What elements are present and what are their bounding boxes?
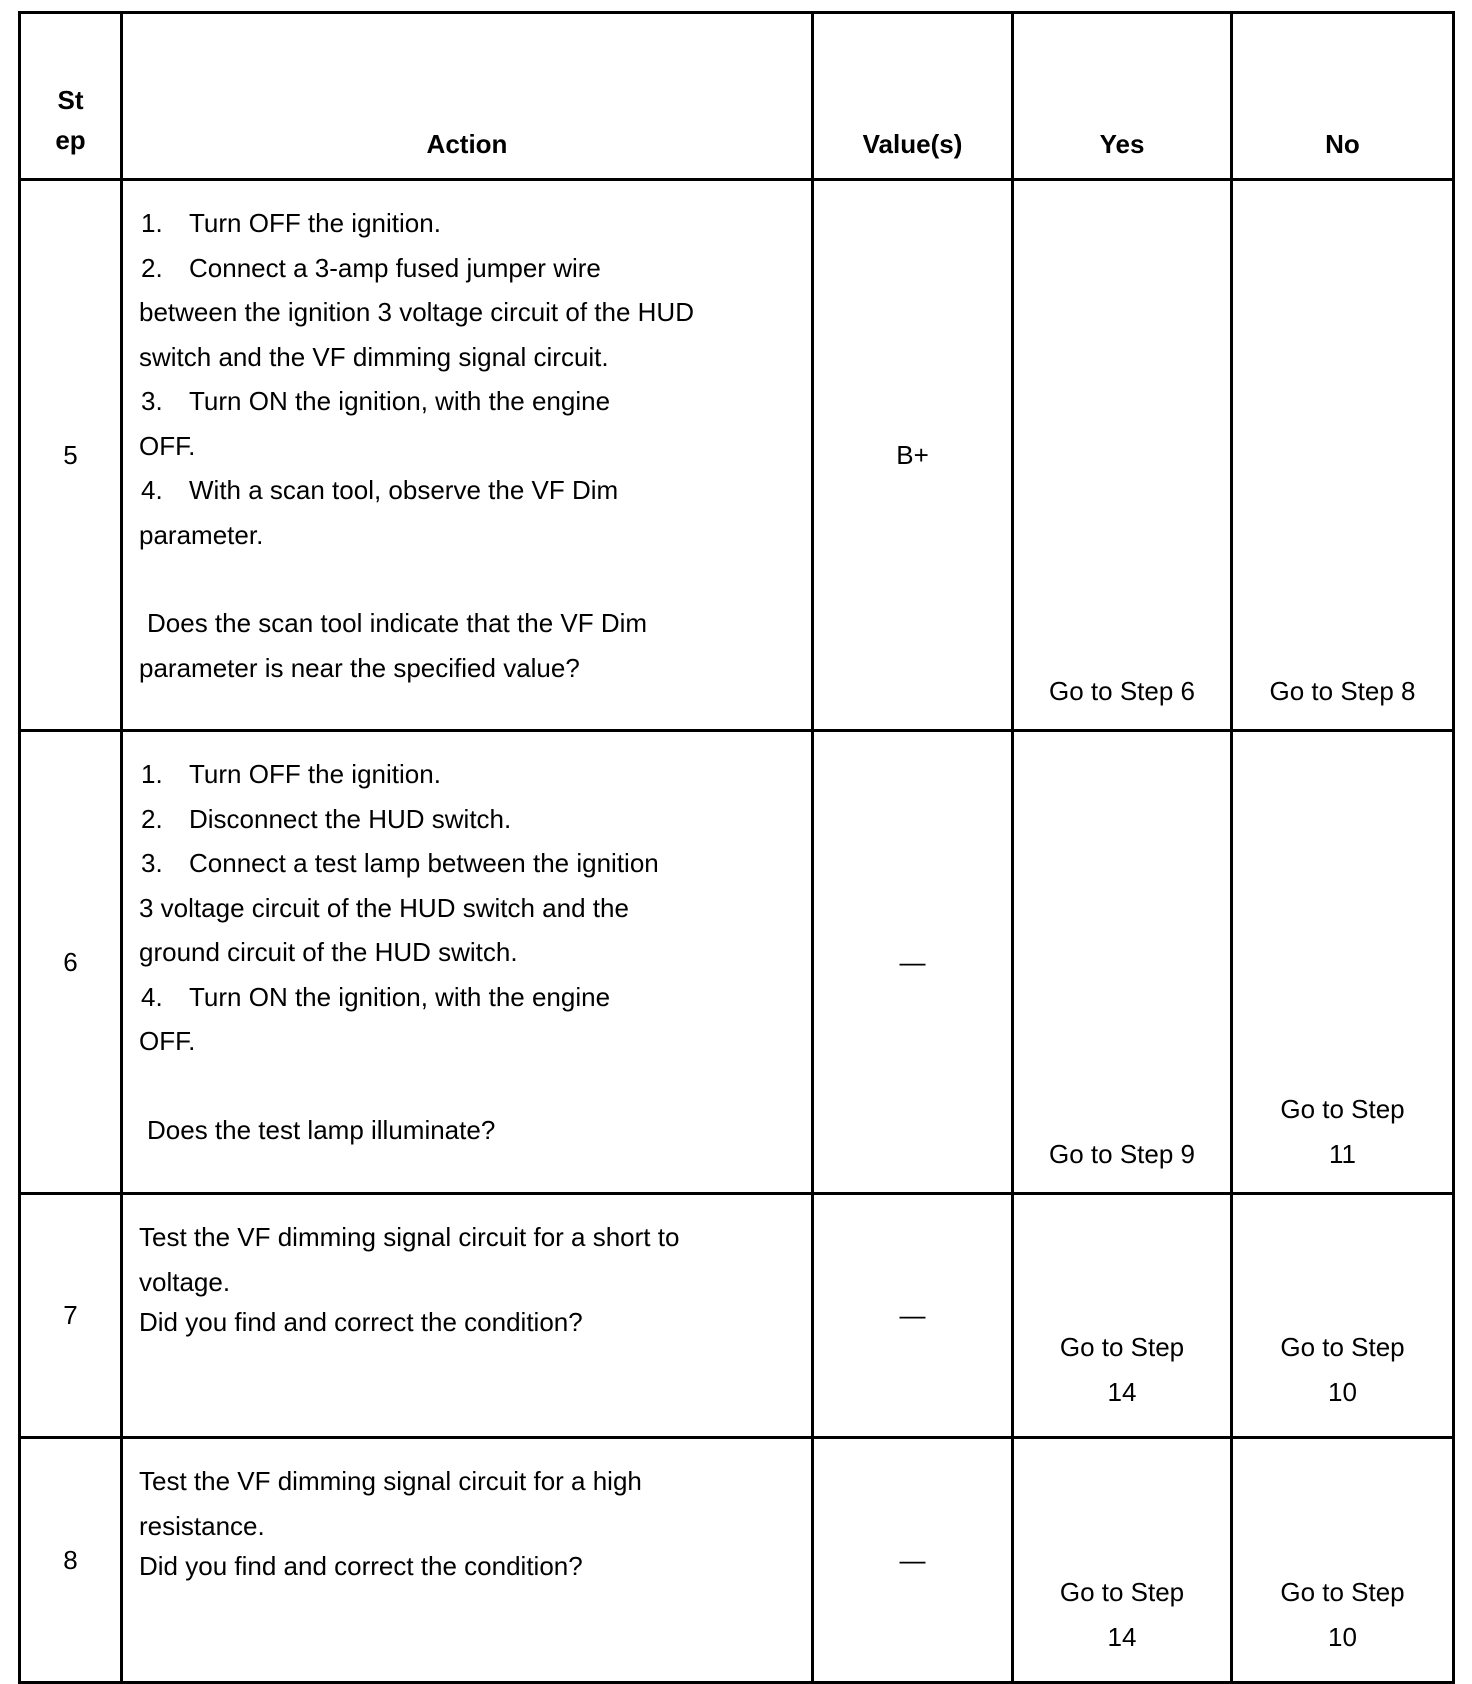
step-number: 6 [20, 731, 122, 1194]
no-cell: Go to Step 8 [1232, 180, 1454, 731]
action-text: resistance. [139, 1510, 265, 1541]
action-item-continuation: OFF. [139, 430, 196, 461]
action-text: Test the VF dimming signal circuit for a short to [139, 1222, 680, 1252]
action-question: Did you find and correct the condition? [139, 1551, 583, 1581]
action-item-continuation: switch and the VF dimming signal circuit. [139, 341, 609, 372]
action-cell [122, 1438, 813, 1683]
action-text: voltage. [139, 1266, 231, 1297]
action-item: 4. Turn ON the ignition, with the engine [141, 981, 611, 1012]
action-item: 3. Turn ON the ignition, with the engine [141, 386, 611, 416]
step-number: 8 [20, 1438, 122, 1683]
value-cell: — [813, 1438, 1013, 1683]
action-question: Did you find and correct the condition? [139, 1307, 583, 1337]
action-item: 1. Turn OFF the ignition. [141, 759, 441, 789]
yes-cell: Go to Step 14 [1013, 1438, 1232, 1683]
yes-cell: Go to Step 6 [1013, 180, 1232, 731]
action-item-continuation: 3 voltage circuit of the HUD switch and the [139, 892, 629, 923]
value-cell: — [813, 1194, 1013, 1438]
no-cell: Go to Step 10 [1232, 1438, 1454, 1683]
header-step: St ep [20, 13, 122, 180]
header-values: Value(s) [813, 13, 1013, 180]
table-row-step-5 [20, 180, 1454, 731]
no-cell: Go to Step 11 [1232, 731, 1454, 1194]
action-cell [122, 731, 813, 1194]
action-item-continuation: between the ignition 3 voltage circuit of the HUD [139, 297, 694, 327]
action-item-continuation: parameter. [139, 519, 264, 550]
action-item-continuation: ground circuit of the HUD switch. [139, 937, 518, 967]
yes-cell: Go to Step 9 [1013, 731, 1232, 1194]
no-cell: Go to Step 10 [1232, 1194, 1454, 1438]
step-number: 7 [20, 1194, 122, 1438]
table-row-step-6 [20, 731, 1454, 1194]
header-row [20, 13, 1454, 180]
diagnostic-table [18, 11, 1455, 1684]
action-cell [122, 1194, 813, 1438]
action-cell [122, 180, 813, 731]
action-item: 2. Disconnect the HUD switch. [141, 803, 512, 834]
header-no: No [1232, 13, 1454, 180]
table-row-step-7 [20, 1194, 1454, 1438]
action-item: 2. Connect a 3-amp fused jumper wire [141, 252, 601, 283]
value-cell: B+ [813, 180, 1013, 731]
action-text: Test the VF dimming signal circuit for a high [139, 1466, 642, 1496]
table-row-step-8 [20, 1438, 1454, 1683]
header-action: Action [122, 13, 813, 180]
action-item-continuation: OFF. [139, 1026, 196, 1056]
value-cell: — [813, 731, 1013, 1194]
action-question: Does the scan tool indicate that the VF Dim [147, 608, 648, 638]
header-yes: Yes [1013, 13, 1232, 180]
action-question: parameter is near the specified value? [139, 652, 580, 683]
action-item: 1. Turn OFF the ignition. [141, 208, 441, 238]
action-question: Does the test lamp illuminate? [147, 1114, 496, 1145]
step-number: 5 [20, 180, 122, 731]
yes-cell: Go to Step 14 [1013, 1194, 1232, 1438]
action-item: 4. With a scan tool, observe the VF Dim [141, 475, 619, 505]
action-item: 3. Connect a test lamp between the ignition [141, 848, 659, 878]
